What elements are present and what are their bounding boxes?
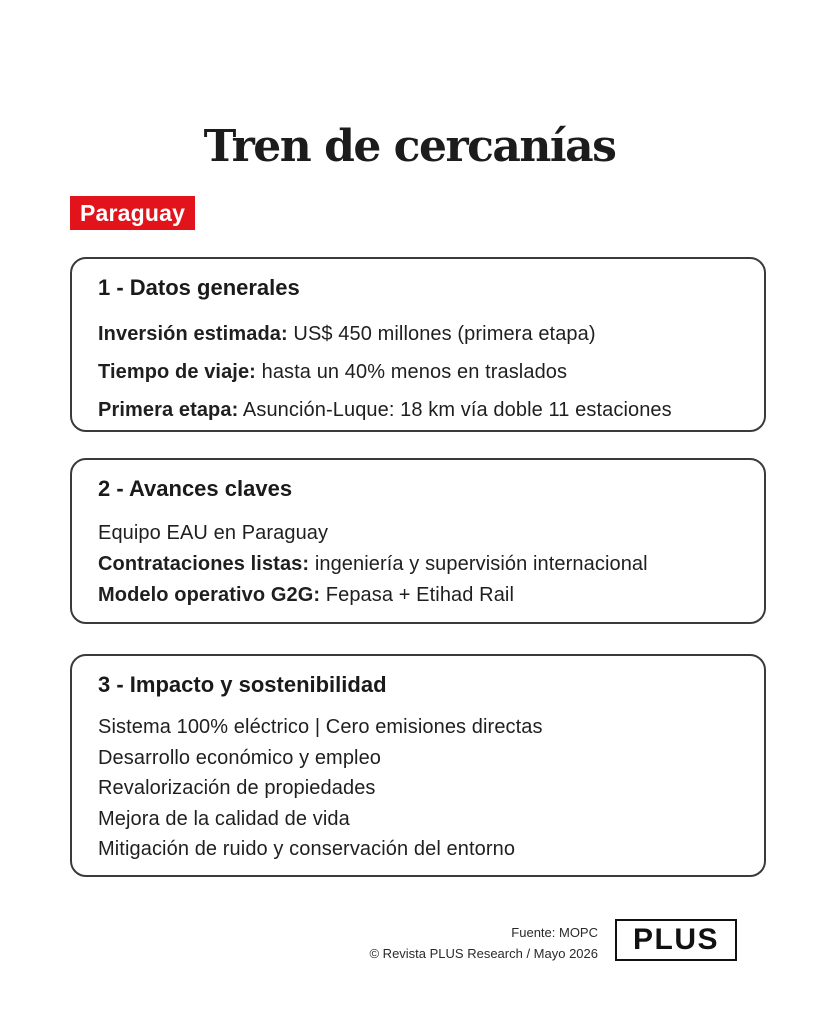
line-value: Desarrollo económico y empleo [98,746,382,769]
line-value: Sistema 100% eléctrico | Cero emisiones directas [98,716,543,738]
country-tag: Paraguay [70,196,195,230]
line-value: US$ 450 millones (primera etapa) [287,323,596,345]
section-lines [98,315,754,429]
line-key: Inversión estimada: [98,323,288,345]
source-note: Fuente: MOPC [511,925,598,940]
section-heading: 3 - Impacto y sostenibilidad [98,672,387,697]
page-title: Tren de cercanías [203,121,616,173]
line-value: Asunción-Luque: 18 km vía doble 11 estaciones [238,399,672,421]
section-line [98,804,754,835]
section-line [98,834,754,865]
section-line [98,712,754,743]
section-lines [98,518,754,611]
line-value: ingeniería y supervisión internacional [309,553,648,575]
section-card-impacto-sostenibilidad [70,654,766,877]
section-line [98,580,754,611]
section-line [98,773,754,804]
section-heading: 1 - Datos generales [98,275,300,300]
section-line [98,353,754,391]
section-card-datos-generales [70,257,766,432]
line-value: Mitigación de ruido y conservación del entorno [98,838,516,860]
footer-credits [369,922,598,964]
section-lines [98,712,754,865]
section-line [98,315,754,353]
section-line [98,743,754,774]
section-card-avances-claves [70,458,766,624]
line-value: hasta un 40% menos en traslados [255,361,568,383]
section-line [98,391,754,429]
line-value: Revalorización de propiedades [98,777,376,799]
line-key: Modelo operativo G2G: [98,584,321,606]
line-value: Equipo EAU en Paraguay [98,522,329,544]
line-value: Fepasa + Etihad Rail [320,584,515,606]
section-line [98,518,754,549]
line-key: Primera etapa: [98,399,239,421]
line-value: Mejora de la calidad de vida [98,807,350,830]
line-key: Tiempo de viaje: [98,361,256,383]
line-key: Contrataciones listas: [98,553,310,575]
section-line [98,549,754,580]
copyright-note: © Revista PLUS Research / Mayo 2026 [369,946,598,961]
section-heading: 2 - Avances claves [98,476,293,501]
plus-logo: PLUS [615,919,737,961]
